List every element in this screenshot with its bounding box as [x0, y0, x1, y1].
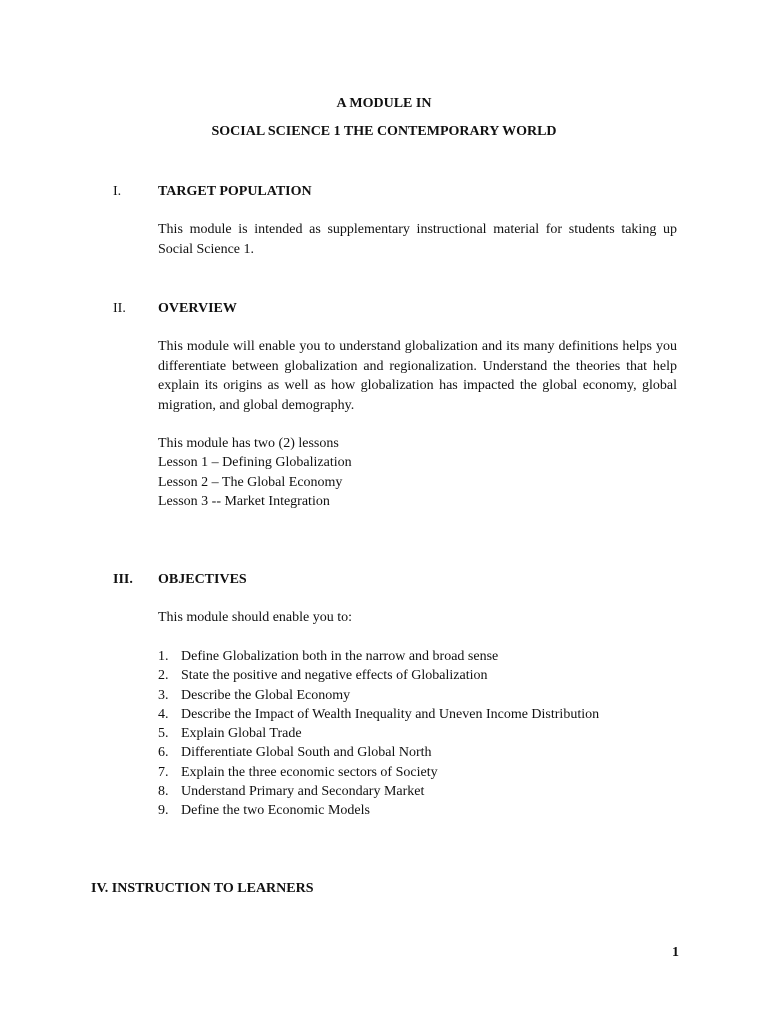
lesson-item: Lesson 3 -- Market Integration [158, 493, 330, 509]
objective-item: 7. Explain the three economic sectors of Society [158, 764, 438, 780]
section-title-overview: OVERVIEW [158, 301, 237, 316]
objective-item: 2. State the positive and negative effects of Globalization [158, 668, 488, 684]
target-population-text: This module is intended as supplementary instructional material for students taking up Social Science 1. [158, 222, 677, 257]
module-title-line2: SOCIAL SCIENCE 1 THE CONTEMPORARY WORLD [211, 124, 557, 139]
objective-item: 9. Define the two Economic Models [158, 803, 370, 819]
lessons-block [158, 434, 352, 511]
objective-item: 6. Differentiate Global South and Global North [158, 745, 432, 761]
overview-text: This module will enable you to understand globalization and its many definitions helps you differentiate between globalization and regionalization. Understand the theories that help explain its origins as well as how globalization has impacted the global economy, global migration, and global demography. [158, 339, 677, 413]
section-numeral-iii: III. [113, 572, 133, 587]
module-title-line1: A MODULE IN [336, 96, 432, 111]
page-number: 1 [672, 945, 679, 960]
section-numeral-i: I. [113, 184, 122, 199]
section-numeral-ii: II. [113, 301, 126, 316]
objective-item: 1. Define Globalization both in the narrow and broad sense [158, 649, 499, 664]
objective-item: 8. Understand Primary and Secondary Market [158, 784, 425, 800]
section-title-instruction-to-learners: IV. INSTRUCTION TO LEARNERS [91, 881, 314, 896]
objective-item: 5. Explain Global Trade [158, 726, 302, 742]
section-title-target-population: TARGET POPULATION [158, 184, 312, 199]
objective-item: 3. Describe the Global Economy [158, 687, 351, 703]
section-title-objectives: OBJECTIVES [158, 572, 247, 587]
lesson-item: Lesson 1 – Defining Globalization [158, 455, 352, 471]
lessons-intro: This module has two (2) lessons [158, 436, 339, 451]
lesson-item: Lesson 2 – The Global Economy [158, 474, 343, 490]
objectives-list [158, 647, 599, 821]
objective-item: 4. Describe the Impact of Wealth Inequality and Uneven Income Distribution [158, 706, 600, 722]
objectives-intro: This module should enable you to: [158, 610, 353, 625]
